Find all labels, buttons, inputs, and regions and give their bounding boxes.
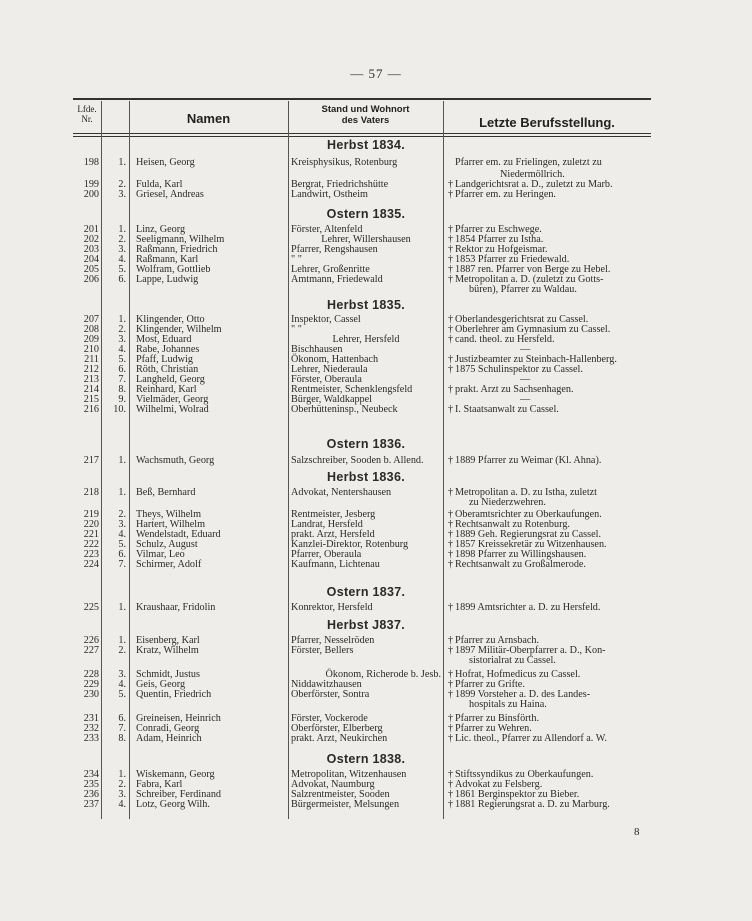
row-name: Adam, Heinrich [136,733,202,744]
row-index: 5. [118,689,126,700]
row-dagger: † [448,769,454,780]
row-index: 8. [118,384,126,395]
row-last-position-continued: Niedermöllrich. [500,169,565,180]
row-stand: Oberförster, Elberberg [291,723,383,734]
row-name: Schulz, August [136,539,198,550]
row-index: 3. [118,669,126,680]
row-last-position: — [520,374,531,385]
row-last-position: Rechtsanwalt zu Großalmerode. [455,559,586,570]
row-last-position: cand. theol. zu Hersfeld. [455,334,555,345]
row-last-position: 1881 Regierungsrat a. D. zu Marburg. [455,799,610,810]
row-stand: Landwirt, Ostheim [291,189,368,200]
row-dagger: † [448,354,454,365]
row-last-position: Hofrat, Hofmedicus zu Cassel. [455,669,581,680]
row-index: 3. [118,244,126,255]
row-number: 229 [83,679,99,690]
row-name: Lappe, Ludwig [136,274,199,285]
row-index: 7. [118,723,126,734]
row-number: 203 [83,244,99,255]
row-dagger: † [448,789,454,800]
row-last-position: Metropolitan a. D. zu Istha, zuletzt [455,487,598,498]
row-index: 1. [118,487,126,498]
row-number: 208 [83,324,99,335]
row-number: 220 [83,519,99,530]
row-dagger: † [448,244,454,255]
row-name: Schirmer, Adolf [136,559,202,570]
row-number: 231 [83,713,99,724]
row-index: 2. [118,509,126,520]
row-last-position: Lic. theol., Pfarrer zu Allendorf a. W. [455,733,607,744]
section-heading: Ostern 1838. [326,752,406,766]
row-dagger: † [448,539,454,550]
row-index: 3. [118,189,126,200]
column-divider-2 [129,101,130,819]
row-last-position: 1875 Schulinspektor zu Cassel. [455,364,583,375]
row-last-position: 1887 ren. Pfarrer von Berge zu Hebel. [455,264,611,275]
row-index: 1. [118,157,126,168]
row-stand: Ökonom, Hattenbach [291,354,379,365]
row-index: 5. [118,539,126,550]
row-last-position: Justizbeamter zu Steinbach-Hallenberg. [455,354,617,365]
row-last-position: 1899 Vorsteher a. D. des Landes- [455,689,591,700]
row-stand: Bischhausen [291,344,343,355]
column-header-stand-line2: des Vaters [341,115,390,126]
row-stand: Lehrer, Hersfeld [332,334,400,345]
row-stand: Rentmeister, Jesberg [291,509,376,520]
row-last-position: 1898 Pfarrer zu Willingshausen. [455,549,587,560]
row-index: 6. [118,713,126,724]
row-dagger: † [448,234,454,245]
row-last-position: Metropolitan a. D. (zuletzt zu Gotts- [455,274,604,285]
row-last-position: Oberlandesgerichtsrat zu Cassel. [455,314,589,325]
row-number: 215 [83,394,99,405]
row-dagger: † [448,602,454,613]
row-index: 6. [118,549,126,560]
row-index: 9. [118,394,126,405]
row-index: 6. [118,364,126,375]
row-dagger: † [448,404,454,415]
row-last-position: Oberamtsrichter zu Oberkaufungen. [455,509,602,520]
row-name: Theys, Wilhelm [136,509,202,520]
row-last-position: Pfarrer zu Arnsbach. [455,635,540,646]
section-heading: Ostern 1835. [326,207,406,221]
row-number: 207 [83,314,99,325]
column-divider-4 [443,101,444,819]
column-header-last: Letzte Berufsstellung. [479,115,615,130]
row-number: 228 [83,669,99,680]
row-name: Lotz, Georg Wilh. [136,799,210,810]
row-dagger: † [448,519,454,530]
row-index: 3. [118,519,126,530]
row-last-position: Pfarrer zu Binsförth. [455,713,540,724]
row-index: 1. [118,224,126,235]
row-number: 213 [83,374,99,385]
row-number: 201 [83,224,99,235]
row-index: 4. [118,254,126,265]
row-last-position: I. Staatsanwalt zu Cassel. [455,404,559,415]
row-number: 216 [83,404,99,415]
row-stand: Kanzlei-Direktor, Rotenburg [291,539,409,550]
row-index: 1. [118,455,126,466]
row-stand: Kaufmann, Lichtenau [291,559,380,570]
row-stand: Oberförster, Sontra [291,689,370,700]
row-index: 7. [118,559,126,570]
row-number: 210 [83,344,99,355]
row-last-position: Pfarrer em. zu Heringen. [455,189,556,200]
section-heading: Herbst 1836. [327,470,405,484]
row-stand: Rentmeister, Schenklengsfeld [291,384,413,395]
row-stand: Ökonom, Richerode b. Jesb. [325,669,441,680]
row-dagger: † [448,324,454,335]
row-name: Hartert, Wilhelm [136,519,205,530]
row-stand: Inspektor, Cassel [291,314,361,325]
row-stand: Förster, Vockerode [291,713,368,724]
row-number: 225 [83,602,99,613]
row-index: 8. [118,733,126,744]
row-stand: Lehrer, Großenritte [291,264,370,275]
row-dagger: † [448,635,454,646]
row-index: 2. [118,179,126,190]
row-name: Quentin, Friedrich [136,689,212,700]
row-number: 232 [83,723,99,734]
row-dagger: † [448,669,454,680]
row-index: 7. [118,374,126,385]
row-stand: Amtmann, Friedewald [291,274,383,285]
row-stand: prakt. Arzt, Hersfeld [291,529,375,540]
row-dagger: † [448,645,454,656]
row-index: 4. [118,529,126,540]
row-dagger: † [448,733,454,744]
column-header-stand-line1: Stand und Wohnort [321,104,410,115]
row-name: Reinhard, Karl [136,384,197,395]
row-stand: Salzschreiber, Sooden b. Allend. [291,455,424,466]
row-last-position: 1889 Pfarrer zu Weimar (Kl. Ahna). [455,455,602,466]
row-last-position: — [520,344,531,355]
row-number: 218 [83,487,99,498]
row-number: 214 [83,384,99,395]
row-last-position: Pfarrer zu Eschwege. [455,224,542,235]
row-number: 206 [83,274,99,285]
row-number: 234 [83,769,99,780]
row-index: 3. [118,789,126,800]
row-number: 211 [84,354,99,365]
row-number: 233 [83,733,99,744]
row-index: 5. [118,264,126,275]
row-name: Vielmäder, Georg [136,394,209,405]
row-last-position-continued: büren), Pfarrer zu Waldau. [469,284,577,295]
row-stand: Kreisphysikus, Rotenburg [291,157,398,168]
row-number: 224 [83,559,99,570]
row-name: Linz, Georg [136,224,186,235]
row-dagger: † [448,559,454,570]
row-name: Kratz, Wilhelm [136,645,199,656]
row-last-position: 1897 Militär-Oberpfarrer a. D., Kon- [455,645,606,656]
row-last-position-continued: sistorialrat zu Cassel. [469,655,556,666]
row-index: 6. [118,274,126,285]
row-number: 217 [83,455,99,466]
page-number: — 57 — [350,66,402,81]
row-number: 223 [83,549,99,560]
row-name: Eisenberg, Karl [136,635,200,646]
row-stand: Niddawitzhausen [291,679,362,690]
row-last-position: 1854 Pfarrer zu Istha. [455,234,544,245]
row-index: 1. [118,602,126,613]
row-dagger: † [448,334,454,345]
row-name: Griesel, Andreas [136,189,204,200]
row-index: 4. [118,679,126,690]
row-last-position-continued: zu Niederzwehren. [469,497,546,508]
row-index: 2. [118,234,126,245]
column-header-nr-line2: Nr. [81,114,93,124]
row-dagger: † [448,364,454,375]
row-dagger: † [448,264,454,275]
row-stand: prakt. Arzt, Neukirchen [291,733,388,744]
row-stand: Konrektor, Hersfeld [291,602,373,613]
row-name: Geis, Georg [136,679,186,690]
column-divider-1 [101,101,102,819]
row-number: 226 [83,635,99,646]
row-stand: Lehrer, Willershausen [321,234,411,245]
row-index: 1. [118,769,126,780]
header-bottom-rule [73,133,651,134]
row-stand: Bürgermeister, Melsungen [291,799,400,810]
row-dagger: † [448,779,454,790]
row-last-position: Oberlehrer am Gymnasium zu Cassel. [455,324,611,335]
row-name: Vilmar, Leo [136,549,185,560]
row-stand: Metropolitan, Witzenhausen [291,769,407,780]
row-index: 2. [118,645,126,656]
row-name: Schreiber, Ferdinand [136,789,222,800]
row-last-position: Rechtsanwalt zu Rotenburg. [455,519,570,530]
row-dagger: † [448,679,454,690]
row-dagger: † [448,529,454,540]
row-last-position: 1861 Berginspektor zu Bieber. [455,789,580,800]
row-stand: Bürger, Waldkappel [291,394,373,405]
row-index: 2. [118,779,126,790]
row-number: 236 [83,789,99,800]
row-last-position: prakt. Arzt zu Sachsenhagen. [455,384,574,395]
row-stand: Pfarrer, Rengshausen [291,244,378,255]
row-stand: Förster, Oberaula [291,374,362,385]
row-index: 3. [118,334,126,345]
row-stand: Lehrer, Niederaula [291,364,368,375]
row-number: 227 [83,645,99,656]
row-last-position: Pfarrer em. zu Frielingen, zuletzt zu [455,157,602,168]
row-dagger: † [448,509,454,520]
row-dagger: † [448,723,454,734]
row-name: Wiskemann, Georg [136,769,215,780]
row-dagger: † [448,487,454,498]
row-index: 4. [118,344,126,355]
row-name: Fulda, Karl [136,179,183,190]
row-name: Wolfram, Gottlieb [136,264,211,275]
row-name: Rabe, Johannes [136,344,200,355]
row-stand: Advokat, Naumburg [291,779,375,790]
row-last-position: 1857 Kreissekretär zu Witzenhausen. [455,539,607,550]
column-header-stand [288,104,443,126]
row-name: Klingender, Wilhelm [136,324,222,335]
row-dagger: † [448,314,454,325]
row-name: Wilhelmi, Wolrad [136,404,209,415]
row-dagger: † [448,549,454,560]
row-dagger: † [448,189,454,200]
page-footer-number: 8 [634,826,640,838]
row-dagger: † [448,179,454,190]
row-name: Wendelstadt, Eduard [136,529,221,540]
column-header-namen: Namen [186,111,231,126]
row-index: 1. [118,314,126,325]
row-last-position-continued: hospitals zu Haina. [469,699,547,710]
row-name: Heisen, Georg [136,157,195,168]
row-name: Schmidt, Justus [136,669,200,680]
row-last-position: 1853 Pfarrer zu Friedewald. [455,254,570,265]
row-number: 237 [83,799,99,810]
header-top-rule [73,98,651,100]
row-dagger: † [448,713,454,724]
row-dagger: † [448,274,454,285]
row-stand: Pfarrer, Nesselröden [291,635,375,646]
row-number: 222 [83,539,99,550]
row-stand: Förster, Bellers [291,645,354,656]
row-dagger: † [448,254,454,265]
row-number: 198 [83,157,99,168]
row-last-position: Advokat zu Felsberg. [455,779,543,790]
section-heading: Herbst 1835. [327,298,405,312]
row-dagger: † [448,384,454,395]
row-index: 4. [118,799,126,810]
row-stand: Salzrentmeister, Sooden [291,789,390,800]
row-number: 235 [83,779,99,790]
row-name: Seeligmann, Wilhelm [136,234,225,245]
row-number: 204 [83,254,99,265]
row-index: 2. [118,324,126,335]
row-dagger: † [448,455,454,466]
row-name: Pfaff, Ludwig [136,354,193,365]
row-last-position: 1899 Amtsrichter a. D. zu Hersfeld. [455,602,601,613]
row-number: 219 [83,509,99,520]
section-heading: Ostern 1836. [326,437,406,451]
row-stand: Landrat, Hersfeld [291,519,363,530]
row-name: Raßmann, Friedrich [136,244,218,255]
section-heading: Herbst 1834. [327,138,405,152]
row-stand: " " [291,324,302,335]
row-number: 200 [83,189,99,200]
row-last-position: 1889 Geh. Regierungsrat zu Cassel. [455,529,601,540]
row-name: Fabra, Karl [136,779,183,790]
row-dagger: † [448,799,454,810]
row-last-position: Pfarrer zu Grifte. [455,679,525,690]
row-number: 205 [83,264,99,275]
row-stand: Oberhütteninsp., Neubeck [291,404,398,415]
row-stand: " " [291,254,302,265]
row-number: 221 [83,529,99,540]
row-name: Greineisen, Heinrich [136,713,221,724]
row-name: Conradi, Georg [136,723,200,734]
row-name: Langheld, Georg [136,374,205,385]
row-number: 209 [83,334,99,345]
column-divider-3 [288,101,289,819]
section-heading: Herbst J837. [327,618,405,632]
row-last-position: — [520,394,531,405]
row-index: 1. [118,635,126,646]
row-name: Raßmann, Karl [136,254,199,265]
section-heading: Ostern 1837. [326,585,406,599]
row-number: 212 [83,364,99,375]
row-name: Klingender, Otto [136,314,205,325]
row-dagger: † [448,689,454,700]
row-stand: Advokat, Nentershausen [291,487,392,498]
row-number: 202 [83,234,99,245]
row-last-position: Landgerichtsrat a. D., zuletzt zu Marb. [455,179,613,190]
row-name: Wachsmuth, Georg [136,455,215,466]
row-last-position: Pfarrer zu Wehren. [455,723,532,734]
row-dagger: † [448,224,454,235]
row-number: 230 [83,689,99,700]
row-name: Beß, Bernhard [136,487,196,498]
row-stand: Pfarrer, Oberaula [291,549,362,560]
row-last-position: Stiftssyndikus zu Oberkaufungen. [455,769,594,780]
row-index: 10. [113,404,126,415]
header-bottom-rule-2 [73,136,651,137]
row-name: Kraushaar, Fridolin [136,602,216,613]
column-header-nr [73,104,101,124]
row-name: Most, Eduard [136,334,192,345]
column-header-nr-line1: Lfde. [77,104,97,114]
row-name: Röth, Christian [136,364,199,375]
row-stand: Förster, Altenfeld [291,224,363,235]
row-stand: Bergrat, Friedrichshütte [291,179,389,190]
row-number: 199 [83,179,99,190]
row-index: 5. [118,354,126,365]
row-last-position: Rektor zu Hofgeismar. [455,244,548,255]
